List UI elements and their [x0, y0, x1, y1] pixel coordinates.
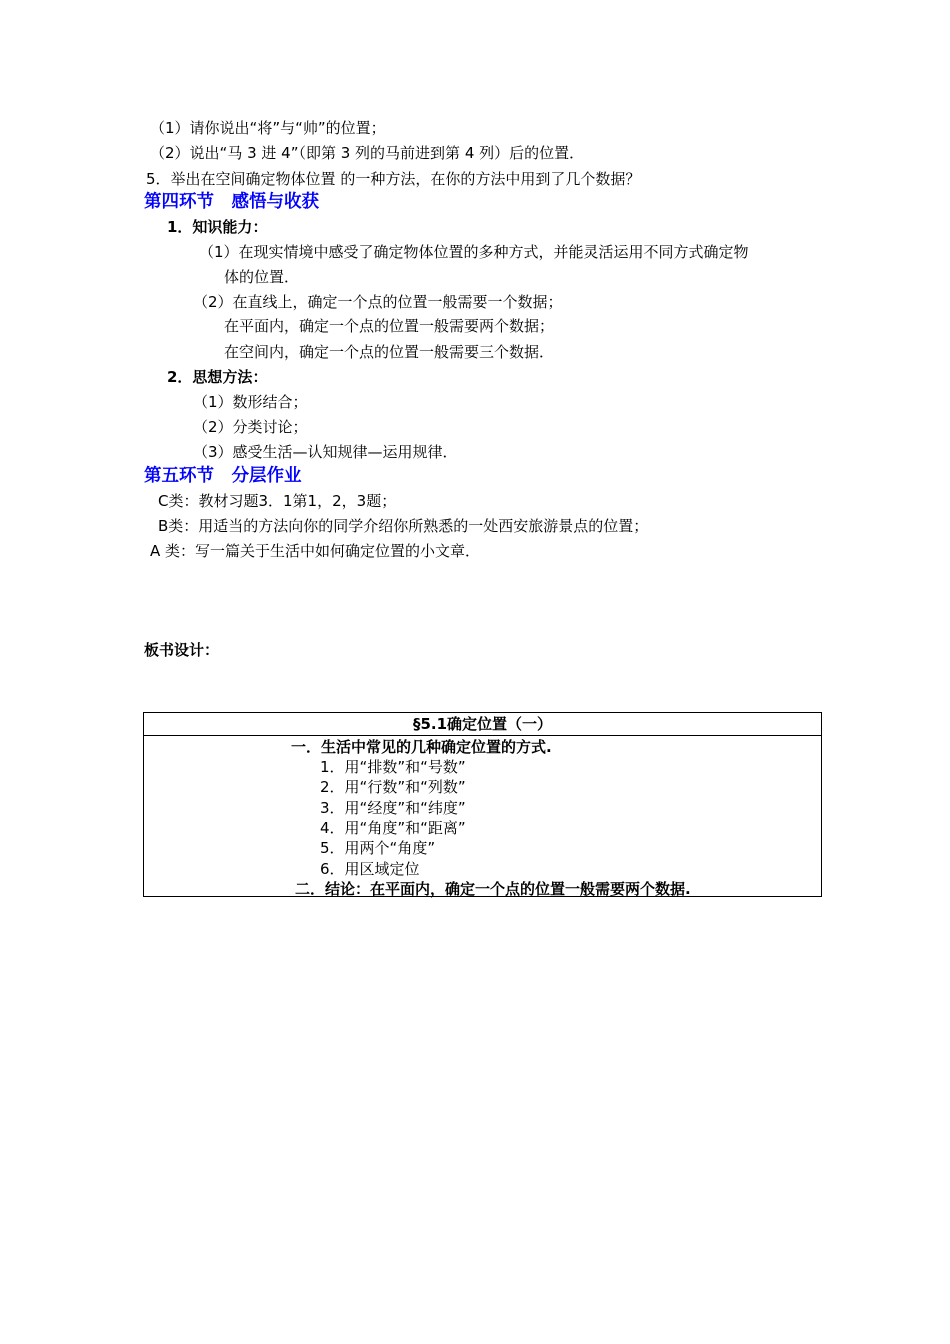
board-item: 6．用区域定位: [320, 860, 420, 878]
homework-b: B类：用适当的方法向你的同学介绍你所熟悉的一处西安旅游景点的位置；: [158, 517, 649, 535]
question-2: （2）说出“马 3 进 4”（即第 3 列的马前进到第 4 列）后的位置．: [150, 144, 585, 162]
knowledge-ability-title: 1．知识能力：: [167, 218, 268, 236]
board-item: 3．用“经度”和“纬度”: [320, 799, 466, 817]
method-item-3: （3）感受生活—认知规律—运用规律．: [193, 443, 458, 461]
method-item-2: （2）分类讨论；: [193, 418, 308, 436]
method-item-1: （1）数形结合；: [193, 393, 308, 411]
board-part-2: 二．结论：在平面内，确定一个点的位置一般需要两个数据.: [295, 880, 691, 898]
question-1: （1）请你说出“将”与“帅”的位置；: [150, 119, 386, 137]
board-title: §5.1确定位置（一）: [144, 713, 821, 736]
board-item: 1．用“排数”和“号数”: [320, 758, 466, 776]
homework-a: A 类：写一篇关于生活中如何确定位置的小文章．: [150, 542, 481, 560]
board-design-table: [143, 712, 822, 897]
board-part-1: 一．生活中常见的几种确定位置的方式.: [291, 738, 552, 756]
knowledge-item-1b: 体的位置．: [224, 268, 300, 286]
knowledge-item-1a: （1）在现实情境中感受了确定物体位置的多种方式，并能灵活运用不同方式确定物: [199, 243, 749, 261]
knowledge-item-2c: 在空间内，确定一个点的位置一般需要三个数据．: [224, 343, 555, 361]
thinking-method-title: 2．思想方法：: [167, 368, 268, 386]
board-item: 5．用两个“角度”: [320, 839, 436, 857]
knowledge-item-2b: 在平面内，确定一个点的位置一般需要两个数据；: [224, 317, 555, 335]
homework-c: C类：教材习题3．1第1，2，3题；: [158, 492, 397, 510]
section-4-title: 第四环节 感悟与收获: [144, 192, 319, 212]
section-5-title: 第五环节 分层作业: [144, 466, 302, 486]
board-item: 4．用“角度”和“距离”: [320, 819, 466, 837]
question-5: 5．举出在空间确定物体位置 的一种方法，在你的方法中用到了几个数据？: [146, 170, 641, 188]
board-design-label: 板书设计：: [144, 641, 220, 659]
knowledge-item-2a: （2）在直线上，确定一个点的位置一般需要一个数据；: [193, 293, 563, 311]
board-item: 2．用“行数”和“列数”: [320, 778, 466, 796]
